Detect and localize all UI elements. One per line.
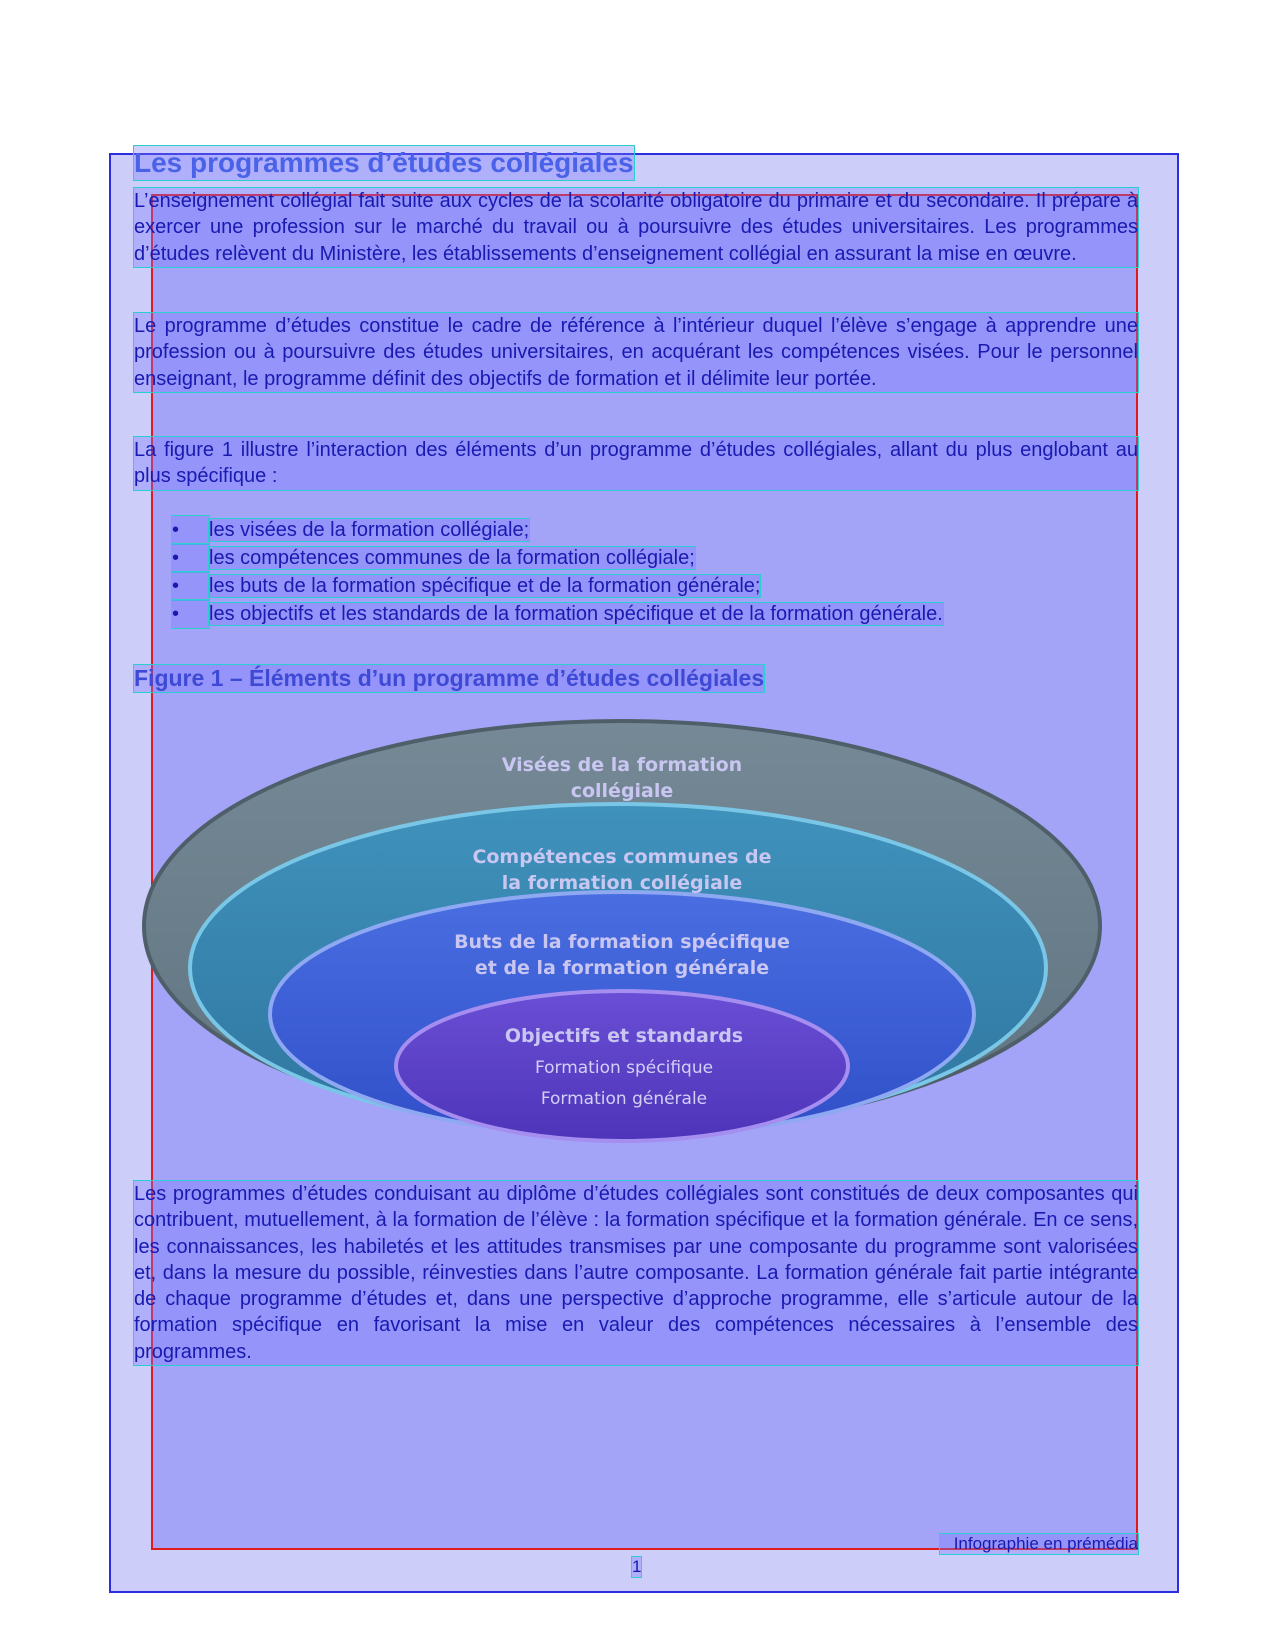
layer4-line2: Formation générale [540,1089,708,1109]
layer1-label-line2: collégiale [570,780,674,802]
layer3-label-line1: Buts de la formation spécifique [454,931,790,953]
intro-paragraph-1: L’enseignement collégial fait suite aux cycles de la scolarité obligatoire du primaire et du secondaire. Il prépare à exercer une profession sur le marché du travail ou à poursuivre des études universitaires. Les programmes d’études relèvent du Ministère, les établissements d’enseignement collégial en assurant la mise en œuvre. [134,188,1138,267]
bullet-icon: • [172,572,209,600]
footer-program-label: Infographie en prémédia [940,1534,1138,1554]
list-item: • les visées de la formation collégiale; [172,516,943,544]
layer4-title: Objectifs et standards [504,1025,744,1047]
list-item: • les objectifs et les standards de la formation spécifique et de la formation générale. [172,600,943,628]
intro-paragraph-3: La figure 1 illustre l’interaction des éléments d’un programme d’études collégiales, allant du plus englobant au plus spécifique : [134,437,1138,490]
layer3-label-line2: et de la formation générale [474,957,770,979]
closing-paragraph: Les programmes d’études conduisant au diplôme d’études collégiales sont constitués de deux composantes qui contribuent, mutuellement, à la formation de l’élève : la formation spécifique et la formation générale. En ce sens, les connaissances, les habiletés et les attitudes transmises par une composante du programme sont valorisées et, dans la mesure du possible, réinvesties dans l’autre composante. La formation générale fait partie intégrante de chaque programme d’études et, dans une perspective d’approche programme, elle s’articule autour de la formation spécifique en favorisant la mise en valeur des compétences nécessaires à l’ensemble des programmes. [134,1181,1138,1365]
nested-ellipses-diagram [134,712,1110,1152]
page-title: Les programmes d’études collégiales [134,147,634,178]
layer2-label-line2: la formation collégiale [501,872,743,894]
layer2-label-line1: Compétences communes de [472,846,772,868]
intro-paragraph-2: Le programme d’études constitue le cadre de référence à l’intérieur duquel l’élève s’engage à apprendre une profession ou à poursuivre des études universitaires, en acquérant les compétences visées. Pour le personnel enseignant, le programme définit des objectifs de formation et il délimite leur portée. [134,313,1138,392]
list-item: • les buts de la formation spécifique et de la formation générale; [172,572,943,600]
bullet-icon: • [172,600,209,628]
elements-bullet-list [172,516,943,628]
list-item: • les compétences communes de la formation collégiale; [172,544,943,572]
figure-title: Figure 1 – Éléments d’un programme d’études collégiales [134,665,765,691]
layer1-label-line1: Visées de la formation [501,754,743,776]
bullet-icon: • [172,544,209,572]
layer4-line1: Formation spécifique [534,1058,714,1078]
page-number: 1 [632,1557,642,1576]
bullet-icon: • [172,516,209,544]
